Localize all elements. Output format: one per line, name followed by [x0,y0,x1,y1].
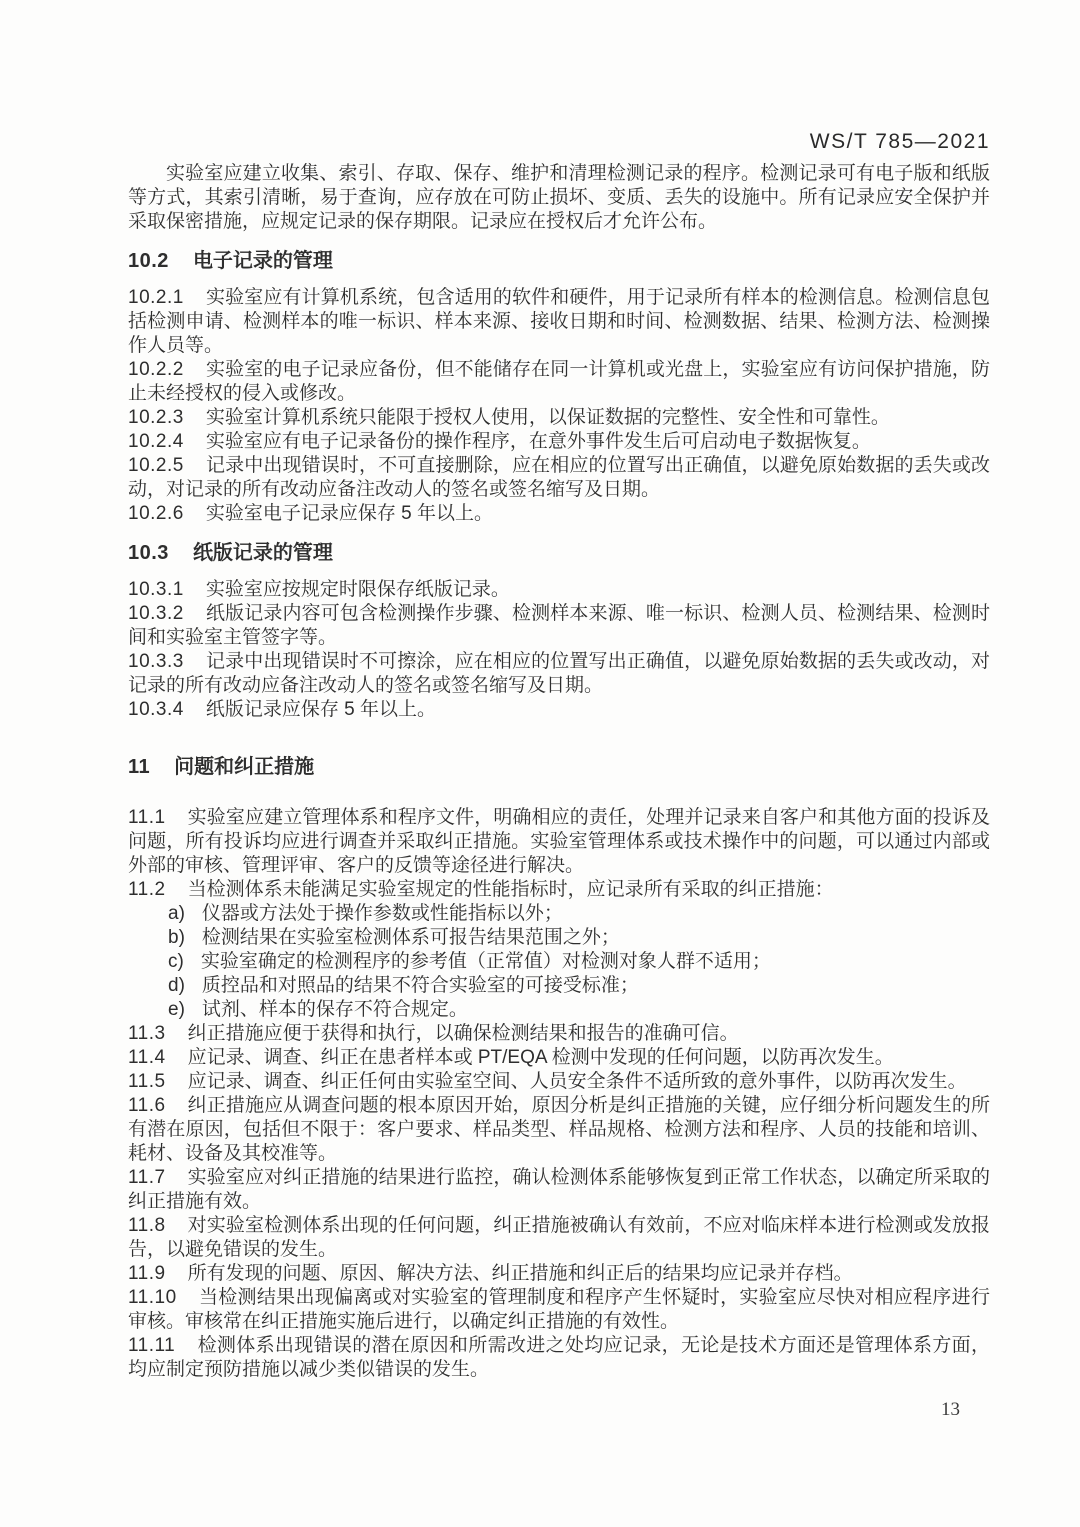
document-body [128,162,990,1382]
clause-number: 11.7 [128,1167,166,1188]
clause-10.3.4 [128,698,990,722]
clause-text: 实验室应建立管理体系和程序文件，明确相应的责任，处理并记录来自客户和其他方面的投诉及问题，所有投诉均应进行调查并采取纠正措施。实验室管理体系或技术操作中的问题，可以通过内部或外部的审核、管理评审、客户的反馈等途径进行解决。 [128,807,990,876]
clause-text: 当检测结果出现偏离或对实验室的管理制度和程序产生怀疑时，实验室应尽快对相应程序进行审核。审核常在纠正措施实施后进行，以确定纠正措施的有效性。 [128,1287,990,1332]
list-item-text: 质控品和对照品的结果不符合实验室的可接受标准； [201,975,639,996]
clause-10.2.6 [128,502,990,526]
clause-number: 11.4 [128,1047,166,1068]
clause-number: 11.1 [128,807,166,828]
clause-text: 应记录、调查、纠正在患者样本或 PT/EQA 检测中发现的任何问题，以防再次发生。 [187,1047,894,1068]
clause-text: 检测体系出现错误的潜在原因和所需改进之处均应记录，无论是技术方面还是管理体系方面，均应制定预防措施以减少类似错误的发生。 [128,1335,990,1380]
clause-text: 所有发现的问题、原因、解决方法、纠正措施和纠正后的结果均应记录并存档。 [187,1263,853,1284]
clause-text: 实验室应有计算机系统，包含适用的软件和硬件，用于记录所有样本的检测信息。检测信息包括检测申请、检测样本的唯一标识、样本来源、接收日期和时间、检测数据、结果、检测方法、检测操作人员等。 [128,287,990,356]
clause-number: 10.2.2 [128,359,184,380]
clause-number: 11.11 [128,1335,176,1356]
list-item-label: e) [168,999,185,1020]
list-item-text: 检测结果在实验室检测体系可报告结果范围之外； [201,927,620,948]
section-heading-10.2 [128,248,990,274]
clause-text: 实验室计算机系统只能限于授权人使用，以保证数据的完整性、安全性和可靠性。 [205,407,890,428]
list-item-text: 仪器或方法处于操作参数或性能指标以外； [201,903,563,924]
clause-number: 11.2 [128,879,166,900]
clause-text: 实验室应按规定时限保存纸版记录。 [205,579,510,600]
section-title: 问题和纠正措施 [174,756,315,778]
clause-10.2.1 [128,286,990,358]
clause-10.2.5 [128,454,990,502]
section-heading-10.3 [128,540,990,566]
list-item-text: 试剂、样本的保存不符合规定。 [201,999,468,1020]
clause-11.9 [128,1262,990,1286]
list-item-e [128,998,990,1022]
list-item-label: a) [168,903,185,924]
list-item-c [128,950,990,974]
clause-number: 11.3 [128,1023,166,1044]
clause-11.2 [128,878,990,902]
clause-number: 11.8 [128,1215,166,1236]
clause-11.4 [128,1046,990,1070]
clause-number: 10.2.3 [128,407,184,428]
clause-text: 实验室电子记录应保存 5 年以上。 [205,503,493,524]
clause-11.1 [128,806,990,878]
section-number: 10.2 [128,250,169,272]
section-title: 电子记录的管理 [192,250,333,272]
clause-text: 实验室的电子记录应备份，但不能储存在同一计算机或光盘上，实验室应有访问保护措施，防止未经授权的侵入或修改。 [128,359,990,404]
clause-text: 纠正措施应便于获得和执行，以确保检测结果和报告的准确可信。 [187,1023,739,1044]
clause-text: 当检测体系未能满足实验室规定的性能指标时，应记录所有采取的纠正措施： [187,879,834,900]
clause-number: 10.2.4 [128,431,184,452]
clause-text: 实验室应对纠正措施的结果进行监控，确认检测体系能够恢复到正常工作状态，以确定所采取的纠正措施有效。 [128,1167,990,1212]
clause-number: 10.2.6 [128,503,184,524]
section-heading-11 [128,754,990,780]
clause-10.3.1 [128,578,990,602]
list-item-text: 实验室确定的检测程序的参考值（正常值）对检测对象人群不适用； [200,951,771,972]
clause-11.5 [128,1070,990,1094]
clause-text: 纸版记录内容可包含检测操作步骤、检测样本来源、唯一标识、检测人员、检测结果、检测时间和实验室主管签字等。 [128,603,990,648]
list-item-label: c) [168,951,184,972]
section-number: 11 [128,756,151,778]
clause-11.11 [128,1334,990,1382]
clause-11.10 [128,1286,990,1334]
clause-11.3 [128,1022,990,1046]
clause-text: 纸版记录应保存 5 年以上。 [205,699,436,720]
clause-text: 记录中出现错误时，不可直接删除，应在相应的位置写出正确值，以避免原始数据的丢失或改动，对记录的所有改动应备注改动人的签名或签名缩写及日期。 [128,455,990,500]
clause-11.8 [128,1214,990,1262]
intro-paragraph: 实验室应建立收集、索引、存取、保存、维护和清理检测记录的程序。检测记录可有电子版和纸版等方式，其索引清晰，易于查询，应存放在可防止损坏、变质、丢失的设施中。所有记录应安全保护并采取保密措施，应规定记录的保存期限。记录应在授权后才允许公布。 [128,163,990,232]
clause-text: 应记录、调查、纠正任何由实验室空间、人员安全条件不适所致的意外事件，以防再次发生。 [187,1071,967,1092]
list-item-a [128,902,990,926]
section-title: 纸版记录的管理 [192,542,333,564]
list-item-b [128,926,990,950]
clause-number: 11.6 [128,1095,166,1116]
clause-text: 对实验室检测体系出现的任何问题，纠正措施被确认有效前，不应对临床样本进行检测或发放报告，以避免错误的发生。 [128,1215,990,1260]
clause-text: 实验室应有电子记录备份的操作程序，在意外事件发生后可启动电子数据恢复。 [205,431,871,452]
clause-number: 10.3.4 [128,699,184,720]
clause-item-list [128,902,990,1022]
clause-number: 11.10 [128,1287,177,1308]
clause-text: 纠正措施应从调查问题的根本原因开始，原因分析是纠正措施的关键，应仔细分析问题发生的所有潜在原因，包括但不限于：客户要求、样品类型、样品规格、检测方法和程序、人员的技能和培训、耗材、设备及其校准等。 [128,1095,990,1164]
clause-text: 记录中出现错误时不可擦涂，应在相应的位置写出正确值，以避免原始数据的丢失或改动，对记录的所有改动应备注改动人的签名或签名缩写及日期。 [128,651,990,696]
list-item-label: d) [168,975,185,996]
clause-10.2.3 [128,406,990,430]
clause-10.2.2 [128,358,990,406]
page-number: 13 [941,1399,960,1420]
clause-number: 11.5 [128,1071,166,1092]
clause-number: 10.3.3 [128,651,184,672]
clause-number: 11.9 [128,1263,166,1284]
clause-11.6 [128,1094,990,1166]
section-number: 10.3 [128,542,169,564]
list-item-d [128,974,990,998]
clause-number: 10.3.2 [128,603,184,624]
list-item-label: b) [168,927,185,948]
clause-10.3.3 [128,650,990,698]
doc-code-header: WS/T 785—2021 [809,130,990,153]
clause-11.7 [128,1166,990,1214]
clause-number: 10.3.1 [128,579,184,600]
clause-10.3.2 [128,602,990,650]
clause-number: 10.2.5 [128,455,184,476]
clause-number: 10.2.1 [128,287,184,308]
clause-10.2.4 [128,430,990,454]
